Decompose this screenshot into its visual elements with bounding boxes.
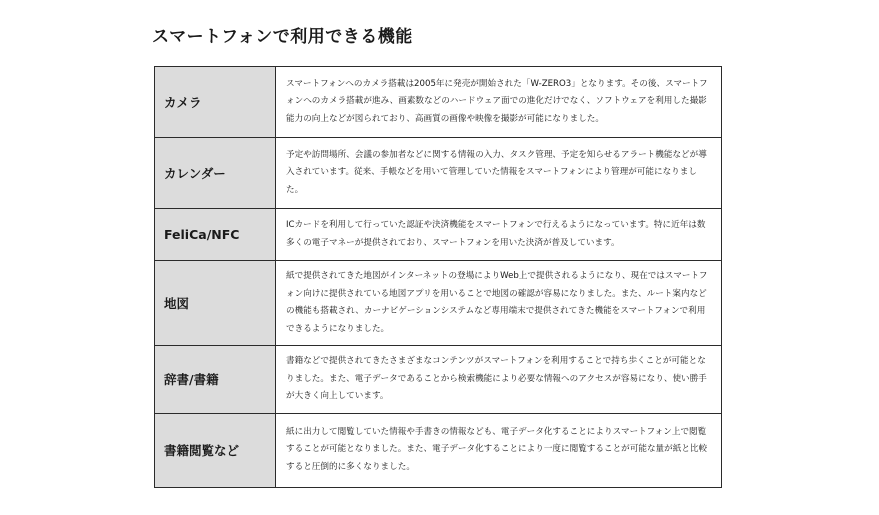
- row-label-dictionary-books: 辞書/書籍: [155, 346, 276, 414]
- table-row: [155, 261, 722, 346]
- table-row: [155, 413, 722, 487]
- table-row: [155, 67, 722, 138]
- table-row: [155, 346, 722, 414]
- row-label-camera: カメラ: [155, 67, 276, 138]
- row-description-calendar: 予定や訪問場所、会議の参加者などに関する情報の入力、タスク管理、予定を知らせるアラート機能などが導入されています。従来、手帳などを用いて管理していた情報をスマートフォンにより管理が可能になりました。: [276, 138, 722, 209]
- row-label-calendar: カレンダー: [155, 138, 276, 209]
- row-description-book-reading: 紙に出力して閲覧していた情報や手書きの情報なども、電子データ化することによりスマートフォン上で閲覧することが可能となりました。また、電子データ化することにより一度に閲覧することが可能な量が紙と比較すると圧倒的に多くなりました。: [276, 413, 722, 487]
- table-row: [155, 209, 722, 261]
- features-table: [154, 66, 722, 488]
- row-label-felica-nfc: FeliCa/NFC: [155, 209, 276, 261]
- row-description-camera: スマートフォンへのカメラ搭載は2005年に発売が開始された「W-ZERO3」となります。その後、スマートフォンへのカメラ搭載が進み、画素数などのハードウェア面での進化だけでなく、ソフトウェアを利用した撮影能力の向上などが図られており、高画質の画像や映像を撮影が可能になりました。: [276, 67, 722, 138]
- row-description-map: 紙で提供されてきた地図がインターネットの登場によりWeb上で提供されるようになり、現在ではスマートフォン向けに提供されている地図アプリを用いることで地図の確認が容易になりました。また、ルート案内などの機能も搭載され、カーナビゲーションシステムなど専用端末で提供されてきた機能をスマートフォンで利用できるようになりました。: [276, 261, 722, 346]
- table-row: [155, 138, 722, 209]
- page-title: スマートフォンで利用できる機能: [152, 27, 413, 47]
- row-label-map: 地図: [155, 261, 276, 346]
- row-label-book-reading: 書籍閲覧など: [155, 413, 276, 487]
- row-description-felica-nfc: ICカードを利用して行っていた認証や決済機能をスマートフォンで行えるようになっています。特に近年は数多くの電子マネーが提供されており、スマートフォンを用いた決済が普及しています。: [276, 209, 722, 261]
- row-description-dictionary-books: 書籍などで提供されてきたさまざまなコンテンツがスマートフォンを利用することで持ち歩くことが可能となりました。また、電子データであることから検索機能により必要な情報へのアクセスが容易になり、使い勝手が大きく向上しています。: [276, 346, 722, 414]
